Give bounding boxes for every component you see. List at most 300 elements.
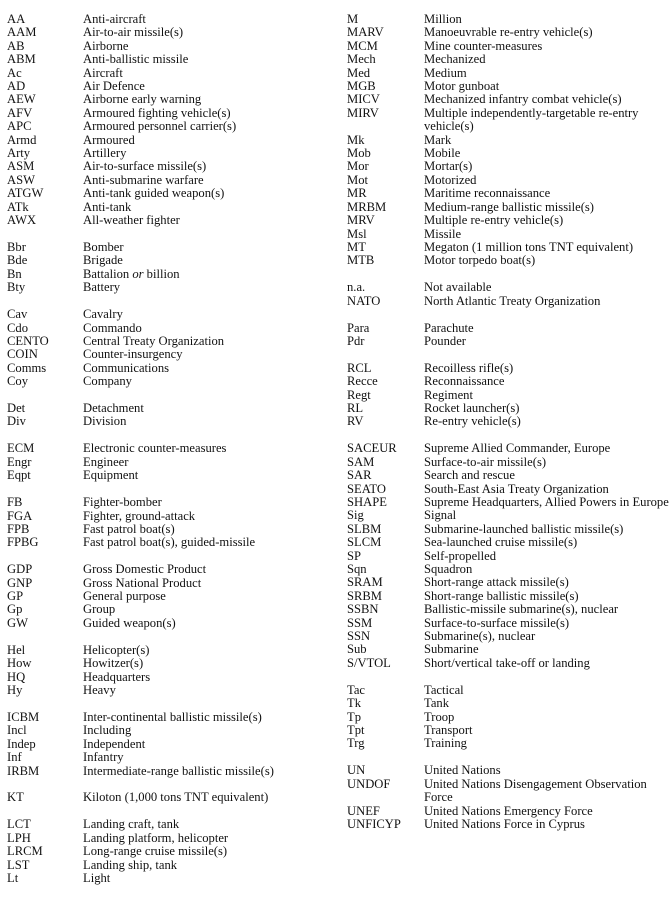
abbreviation-entry bbox=[7, 442, 337, 455]
abbreviation-term: NATO bbox=[347, 293, 381, 308]
abbreviation-term: MTB bbox=[347, 253, 375, 268]
abbreviation-definition: Brigade bbox=[83, 253, 123, 268]
abbreviation-term: COIN bbox=[7, 347, 38, 362]
abbreviation-definition: Squadron bbox=[424, 562, 473, 577]
abbreviation-definition: Fast patrol boat(s) bbox=[83, 521, 175, 536]
abbreviation-term: AEW bbox=[7, 92, 36, 107]
abbreviation-term: SAR bbox=[347, 468, 372, 483]
abbreviation-definition: Landing ship, tank bbox=[83, 857, 178, 872]
abbreviation-term: SRAM bbox=[347, 575, 383, 590]
abbreviation-term: SP bbox=[347, 548, 362, 563]
abbreviation-entry bbox=[347, 53, 669, 66]
abbreviation-definition: Submarine-launched ballistic missile(s) bbox=[424, 521, 624, 536]
abbreviation-entry bbox=[347, 657, 669, 670]
abbreviation-term: S/VTOL bbox=[347, 655, 391, 670]
abbreviation-term: KT bbox=[7, 790, 24, 805]
abbreviation-definition: Not available bbox=[424, 280, 492, 295]
abbreviation-definition: Air-to-air missile(s) bbox=[83, 25, 184, 40]
abbreviation-entry bbox=[347, 160, 669, 173]
abbreviation-term: RV bbox=[347, 414, 364, 429]
abbreviation-definition: Company bbox=[83, 374, 132, 389]
abbreviation-group bbox=[7, 496, 337, 550]
abbreviation-definition: Mobile bbox=[424, 146, 461, 161]
abbreviation-entry bbox=[347, 724, 669, 737]
abbreviation-term: Inf bbox=[7, 750, 22, 765]
abbreviation-entry bbox=[347, 107, 669, 134]
abbreviation-term: Para bbox=[347, 320, 370, 335]
abbreviation-definition: Sea-launched cruise missile(s) bbox=[424, 535, 578, 550]
abbreviation-term: Tpt bbox=[347, 723, 365, 737]
abbreviation-definition: South-East Asia Treaty Organization bbox=[424, 481, 609, 496]
abbreviation-entry bbox=[7, 254, 337, 267]
abbreviation-entry bbox=[7, 268, 337, 281]
abbreviation-definition: Short-range ballistic missile(s) bbox=[424, 588, 579, 603]
abbreviation-definition: Mortar(s) bbox=[424, 159, 473, 174]
abbreviation-term: Mot bbox=[347, 172, 368, 187]
abbreviation-term: Hy bbox=[7, 682, 23, 697]
abbreviation-entry bbox=[7, 684, 337, 697]
abbreviation-term: FB bbox=[7, 495, 23, 510]
abbreviation-definition: Motor gunboat bbox=[424, 79, 500, 94]
abbreviation-definition: Fighter-bomber bbox=[83, 495, 162, 510]
abbreviation-entry bbox=[7, 308, 337, 321]
abbreviation-term: LST bbox=[7, 857, 30, 872]
abbreviation-term: Gp bbox=[7, 602, 23, 617]
abbreviation-definition: Battery bbox=[83, 280, 121, 295]
abbreviation-entry bbox=[7, 147, 337, 160]
abbreviation-entry bbox=[347, 40, 669, 53]
abbreviation-term: Ac bbox=[7, 65, 22, 80]
abbreviation-term: GDP bbox=[7, 562, 33, 577]
abbreviation-term: FGA bbox=[7, 508, 33, 523]
abbreviation-entry bbox=[347, 201, 669, 214]
abbreviation-term: MRV bbox=[347, 213, 375, 228]
abbreviation-term: SSN bbox=[347, 629, 371, 644]
abbreviation-entry bbox=[7, 67, 337, 80]
abbreviation-entry bbox=[7, 40, 337, 53]
abbreviation-entry bbox=[347, 684, 669, 697]
abbreviation-entry bbox=[7, 415, 337, 428]
abbreviation-entry bbox=[347, 187, 669, 200]
abbreviation-term: ABM bbox=[7, 52, 36, 67]
abbreviation-entry bbox=[7, 536, 337, 549]
abbreviation-entry bbox=[347, 576, 669, 589]
abbreviation-term: Trg bbox=[347, 736, 365, 751]
abbreviation-entry bbox=[7, 791, 337, 804]
abbreviation-definition: Mechanized infantry combat vehicle(s) bbox=[424, 92, 622, 107]
abbreviation-term: MT bbox=[347, 239, 366, 254]
abbreviation-entry bbox=[347, 737, 669, 750]
abbreviation-definition: Electronic counter-measures bbox=[83, 441, 227, 456]
abbreviation-entry bbox=[7, 322, 337, 335]
abbreviation-term: Sub bbox=[347, 642, 367, 657]
abbreviation-entry bbox=[347, 590, 669, 603]
abbreviation-term: CENTO bbox=[7, 333, 49, 348]
abbreviation-definition: United Nations bbox=[424, 763, 501, 778]
abbreviation-entry bbox=[7, 134, 337, 147]
abbreviation-entry bbox=[347, 509, 669, 522]
abbreviation-definition: Equipment bbox=[83, 468, 139, 483]
abbreviation-term: Pdr bbox=[347, 333, 365, 348]
abbreviation-entry bbox=[347, 643, 669, 656]
abbreviation-term: GP bbox=[7, 589, 24, 604]
abbreviation-term: LPH bbox=[7, 830, 31, 845]
abbreviation-entry bbox=[7, 348, 337, 361]
abbreviation-definition: Multiple independently-targetable re-entry vehicle(s) bbox=[424, 105, 639, 134]
abbreviation-group bbox=[7, 402, 337, 429]
abbreviation-term: MCM bbox=[347, 38, 378, 53]
abbreviation-definition: Search and rescue bbox=[424, 468, 515, 483]
abbreviation-term: ECM bbox=[7, 441, 35, 456]
abbreviation-group bbox=[7, 563, 337, 630]
abbreviation-definition: Helicopter(s) bbox=[83, 642, 150, 657]
abbreviation-entry bbox=[7, 832, 337, 845]
abbreviation-definition: Anti-tank guided weapon(s) bbox=[83, 186, 225, 201]
abbreviation-definition: Rocket launcher(s) bbox=[424, 401, 520, 416]
abbreviation-entry bbox=[347, 523, 669, 536]
abbreviation-term: Coy bbox=[7, 374, 28, 389]
abbreviation-term: Bbr bbox=[7, 240, 26, 254]
abbreviation-term: Comms bbox=[7, 360, 47, 375]
abbreviation-entry bbox=[7, 187, 337, 200]
abbreviation-definition: Troop bbox=[424, 709, 455, 724]
abbreviation-group bbox=[7, 711, 337, 778]
abbreviation-definition: Million bbox=[424, 12, 462, 26]
abbreviation-definition: Battalion or billion bbox=[83, 266, 180, 281]
abbreviation-term: UNEF bbox=[347, 803, 380, 818]
abbreviation-term: Mob bbox=[347, 146, 371, 161]
abbreviation-definition: Anti-submarine warfare bbox=[83, 172, 204, 187]
abbreviation-definition: Independent bbox=[83, 736, 146, 751]
abbreviation-definition: Re-entry vehicle(s) bbox=[424, 414, 521, 429]
abbreviation-entry bbox=[7, 577, 337, 590]
abbreviation-entry bbox=[7, 456, 337, 469]
abbreviation-entry bbox=[7, 711, 337, 724]
abbreviation-group bbox=[347, 281, 669, 308]
abbreviation-entry bbox=[347, 389, 669, 402]
abbreviation-definition: Heavy bbox=[83, 682, 116, 697]
abbreviation-definition: Inter-continental ballistic missile(s) bbox=[83, 709, 262, 724]
abbreviation-term: Bn bbox=[7, 266, 22, 281]
abbreviation-entry bbox=[347, 550, 669, 563]
abbreviation-entry bbox=[7, 335, 337, 348]
abbreviation-term: Hel bbox=[7, 642, 26, 657]
abbreviation-term: Det bbox=[7, 401, 26, 416]
abbreviation-group bbox=[7, 791, 337, 804]
abbreviation-definition: Landing craft, tank bbox=[83, 817, 180, 832]
abbreviation-definition: Supreme Headquarters, Allied Powers in Europe bbox=[424, 495, 669, 509]
abbreviation-group bbox=[347, 13, 669, 268]
abbreviation-entry bbox=[347, 134, 669, 147]
abbreviation-entry bbox=[347, 496, 669, 509]
abbreviation-definition: Gross National Product bbox=[83, 575, 202, 590]
abbreviation-entry bbox=[347, 375, 669, 388]
abbreviation-term: GW bbox=[7, 615, 28, 630]
abbreviation-definition: Armoured personnel carrier(s) bbox=[83, 119, 237, 134]
abbreviation-definition: Mine counter-measures bbox=[424, 38, 543, 53]
abbreviation-term: AWX bbox=[7, 213, 37, 228]
abbreviation-definition: Short-range attack missile(s) bbox=[424, 575, 569, 590]
abbreviation-entry bbox=[347, 335, 669, 348]
abbreviation-term: Sqn bbox=[347, 562, 367, 577]
abbreviation-entry bbox=[347, 415, 669, 428]
abbreviation-term: LRCM bbox=[7, 844, 43, 859]
abbreviation-entry bbox=[7, 241, 337, 254]
abbreviation-entry bbox=[347, 93, 669, 106]
abbreviation-definition: United Nations Emergency Force bbox=[424, 803, 593, 818]
abbreviation-term: ASW bbox=[7, 172, 35, 187]
abbreviation-term: LCT bbox=[7, 817, 31, 832]
abbreviation-entry bbox=[347, 281, 669, 294]
abbreviation-definition: Tactical bbox=[424, 682, 464, 697]
abbreviation-entry bbox=[347, 362, 669, 375]
abbreviation-entry bbox=[7, 281, 337, 294]
abbreviation-entry bbox=[7, 523, 337, 536]
abbreviation-definition: Multiple re-entry vehicle(s) bbox=[424, 213, 564, 228]
abbreviation-term: Tp bbox=[347, 709, 361, 724]
abbreviation-definition: Parachute bbox=[424, 320, 474, 335]
abbreviation-definition: Airborne early warning bbox=[83, 92, 202, 107]
abbreviation-entry bbox=[7, 657, 337, 670]
abbreviation-term: Div bbox=[7, 414, 26, 429]
abbreviation-entry bbox=[7, 402, 337, 415]
abbreviation-definition: Division bbox=[83, 414, 127, 429]
abbreviation-definition: Air-to-surface missile(s) bbox=[83, 159, 207, 174]
abbreviation-definition: Training bbox=[424, 736, 467, 751]
abbreviation-term: SACEUR bbox=[347, 441, 397, 456]
abbreviation-entry bbox=[7, 93, 337, 106]
abbreviation-term: FPBG bbox=[7, 535, 39, 550]
abbreviation-entry bbox=[7, 644, 337, 657]
abbreviation-definition: Submarine(s), nuclear bbox=[424, 629, 536, 644]
abbreviation-entry bbox=[347, 483, 669, 496]
abbreviation-entry bbox=[7, 859, 337, 872]
abbreviation-group bbox=[7, 308, 337, 388]
abbreviation-term: Msl bbox=[347, 226, 367, 241]
abbreviation-entry bbox=[7, 510, 337, 523]
abbreviation-term: RL bbox=[347, 401, 364, 416]
abbreviation-entry bbox=[7, 160, 337, 173]
abbreviation-entry bbox=[347, 617, 669, 630]
abbreviation-entry bbox=[347, 147, 669, 160]
abbreviation-definition: General purpose bbox=[83, 589, 166, 604]
abbreviation-entry bbox=[7, 107, 337, 120]
abbreviation-term: UNDOF bbox=[347, 776, 391, 791]
abbreviation-definition: Including bbox=[83, 723, 132, 738]
abbreviation-term: ATGW bbox=[7, 186, 44, 201]
abbreviation-term: Regt bbox=[347, 387, 371, 402]
abbreviation-definition: Anti-tank bbox=[83, 199, 132, 214]
abbreviation-term: AAM bbox=[7, 25, 37, 40]
abbreviation-group bbox=[347, 684, 669, 751]
abbreviation-definition: Self-propelled bbox=[424, 548, 497, 563]
abbreviation-group bbox=[7, 241, 337, 295]
abbreviation-definition: Medium-range ballistic missile(s) bbox=[424, 199, 594, 214]
abbreviation-definition: Light bbox=[83, 870, 111, 885]
abbreviation-definition: Fighter, ground-attack bbox=[83, 508, 196, 523]
abbreviation-definition: Commando bbox=[83, 320, 142, 335]
abbreviation-definition: Gross Domestic Product bbox=[83, 562, 207, 577]
abbreviation-term: RCL bbox=[347, 360, 372, 375]
abbreviation-entry bbox=[347, 442, 669, 455]
abbreviation-definition: Airborne bbox=[83, 38, 129, 53]
abbreviation-definition: Cavalry bbox=[83, 307, 123, 322]
abbreviation-definition: Supreme Allied Commander, Europe bbox=[424, 441, 611, 456]
abbreviation-term: Mech bbox=[347, 52, 376, 67]
abbreviation-definition: Transport bbox=[424, 723, 473, 737]
abbreviation-entry bbox=[347, 630, 669, 643]
abbreviation-entry bbox=[347, 174, 669, 187]
abbreviation-definition: Long-range cruise missile(s) bbox=[83, 844, 228, 859]
abbreviation-definition: North Atlantic Treaty Organization bbox=[424, 293, 601, 308]
abbreviation-definition: Guided weapon(s) bbox=[83, 615, 176, 630]
abbreviation-entry bbox=[347, 402, 669, 415]
abbreviation-term: ASM bbox=[7, 159, 35, 174]
abbreviation-definition: Maritime reconnaissance bbox=[424, 186, 551, 201]
abbreviations-left-column bbox=[7, 13, 337, 899]
abbreviation-definition: Infantry bbox=[83, 750, 124, 765]
abbreviation-group bbox=[347, 764, 669, 831]
abbreviation-definition: Anti-aircraft bbox=[83, 12, 146, 26]
abbreviation-term: AA bbox=[7, 12, 26, 26]
abbreviation-term: Recce bbox=[347, 374, 378, 389]
abbreviation-term: SSM bbox=[347, 615, 373, 630]
abbreviation-definition: Manoeuvrable re-entry vehicle(s) bbox=[424, 25, 593, 40]
abbreviation-definition: Armoured fighting vehicle(s) bbox=[83, 105, 231, 120]
abbreviation-term: UN bbox=[347, 763, 366, 778]
abbreviation-entry bbox=[7, 201, 337, 214]
abbreviation-definition: Intermediate-range ballistic missile(s) bbox=[83, 763, 274, 778]
abbreviation-term: Bty bbox=[7, 280, 26, 295]
abbreviation-term: MRBM bbox=[347, 199, 387, 214]
abbreviation-definition: Counter-insurgency bbox=[83, 347, 183, 362]
abbreviation-term: Tac bbox=[347, 682, 365, 697]
abbreviation-term: Sig bbox=[347, 508, 364, 523]
abbreviation-definition: Group bbox=[83, 602, 116, 617]
abbreviation-entry bbox=[347, 818, 669, 831]
abbreviation-entry bbox=[7, 496, 337, 509]
abbreviation-definition: Ballistic-missile submarine(s), nuclear bbox=[424, 602, 619, 617]
abbreviation-definition: Recoilless rifle(s) bbox=[424, 360, 514, 375]
abbreviation-entry bbox=[347, 563, 669, 576]
abbreviation-entry bbox=[347, 295, 669, 308]
abbreviation-definition: Communications bbox=[83, 360, 170, 375]
abbreviation-term: Eqpt bbox=[7, 468, 31, 483]
abbreviation-term: SHAPE bbox=[347, 495, 387, 509]
abbreviation-entry bbox=[7, 845, 337, 858]
abbreviation-term: Cav bbox=[7, 307, 28, 322]
abbreviation-term: AD bbox=[7, 79, 26, 94]
abbreviation-definition: United Nations Disengagement Observation Force bbox=[424, 776, 647, 805]
abbreviation-definition: Air Defence bbox=[83, 79, 145, 94]
abbreviation-entry bbox=[7, 469, 337, 482]
abbreviation-entry bbox=[7, 375, 337, 388]
abbreviation-definition: Megaton (1 million tons TNT equivalent) bbox=[424, 239, 634, 254]
abbreviation-entry bbox=[347, 26, 669, 39]
abbreviation-entry bbox=[347, 13, 669, 26]
abbreviation-definition: Headquarters bbox=[83, 669, 151, 684]
abbreviations-right-column bbox=[347, 13, 669, 845]
abbreviation-entry bbox=[347, 322, 669, 335]
abbreviation-entry bbox=[347, 228, 669, 241]
abbreviation-definition: Bomber bbox=[83, 240, 124, 254]
abbreviation-definition: Medium bbox=[424, 65, 467, 80]
abbreviation-entry bbox=[7, 590, 337, 603]
abbreviation-entry bbox=[347, 469, 669, 482]
abbreviation-entry bbox=[7, 13, 337, 26]
abbreviation-definition: Submarine bbox=[424, 642, 479, 657]
abbreviation-entry bbox=[347, 67, 669, 80]
abbreviation-term: HQ bbox=[7, 669, 26, 684]
abbreviation-definition: Detachment bbox=[83, 401, 144, 416]
abbreviation-term: MGB bbox=[347, 79, 376, 94]
abbreviation-definition: Short/vertical take-off or landing bbox=[424, 655, 590, 670]
abbreviation-entry bbox=[347, 805, 669, 818]
abbreviation-definition: Artillery bbox=[83, 146, 127, 161]
abbreviation-definition: Missile bbox=[424, 226, 462, 241]
abbreviation-entry bbox=[7, 872, 337, 885]
abbreviation-term: SLBM bbox=[347, 521, 382, 536]
abbreviation-term: MR bbox=[347, 186, 367, 201]
abbreviation-term: Arty bbox=[7, 146, 31, 161]
abbreviation-entry bbox=[347, 214, 669, 227]
abbreviation-definition: All-weather fighter bbox=[83, 213, 180, 228]
abbreviation-group bbox=[347, 442, 669, 670]
abbreviation-entry bbox=[7, 120, 337, 133]
abbreviation-entry bbox=[7, 738, 337, 751]
abbreviation-definition: Surface-to-surface missile(s) bbox=[424, 615, 570, 630]
abbreviation-group bbox=[7, 13, 337, 228]
abbreviation-group bbox=[7, 818, 337, 885]
abbreviation-definition: Aircraft bbox=[83, 65, 123, 80]
abbreviation-definition: Armoured bbox=[83, 132, 135, 147]
abbreviation-definition: Reconnaissance bbox=[424, 374, 505, 389]
abbreviation-definition: Anti-ballistic missile bbox=[83, 52, 189, 67]
abbreviation-term: Mk bbox=[347, 132, 365, 147]
abbreviation-term: n.a. bbox=[347, 280, 366, 295]
abbreviation-group bbox=[347, 322, 669, 349]
abbreviation-term: AB bbox=[7, 38, 25, 53]
abbreviation-entry bbox=[7, 724, 337, 737]
abbreviation-definition: Engineer bbox=[83, 454, 129, 469]
abbreviation-definition: Fast patrol boat(s), guided-missile bbox=[83, 535, 256, 550]
abbreviation-term: How bbox=[7, 656, 32, 671]
abbreviation-entry bbox=[347, 697, 669, 710]
abbreviation-entry bbox=[7, 603, 337, 616]
abbreviation-entry bbox=[347, 603, 669, 616]
abbreviation-term: SRBM bbox=[347, 588, 383, 603]
abbreviation-term: APC bbox=[7, 119, 32, 134]
abbreviation-term: M bbox=[347, 12, 359, 26]
abbreviation-definition: Tank bbox=[424, 696, 449, 711]
abbreviation-group bbox=[7, 644, 337, 698]
abbreviation-definition: Motor torpedo boat(s) bbox=[424, 253, 536, 268]
abbreviation-definition: Landing platform, helicopter bbox=[83, 830, 229, 845]
abbreviation-entry bbox=[7, 174, 337, 187]
abbreviation-term: Med bbox=[347, 65, 371, 80]
abbreviation-entry bbox=[7, 671, 337, 684]
abbreviation-entry bbox=[347, 536, 669, 549]
abbreviation-term: ATk bbox=[7, 199, 29, 214]
abbreviation-entry bbox=[7, 818, 337, 831]
abbreviation-term: GNP bbox=[7, 575, 33, 590]
abbreviation-term: Lt bbox=[7, 870, 19, 885]
abbreviation-definition: Howitzer(s) bbox=[83, 656, 144, 671]
abbreviation-term: ICBM bbox=[7, 709, 40, 724]
abbreviation-term: AFV bbox=[7, 105, 33, 120]
abbreviation-term: Engr bbox=[7, 454, 32, 469]
abbreviation-term: MIRV bbox=[347, 105, 379, 120]
